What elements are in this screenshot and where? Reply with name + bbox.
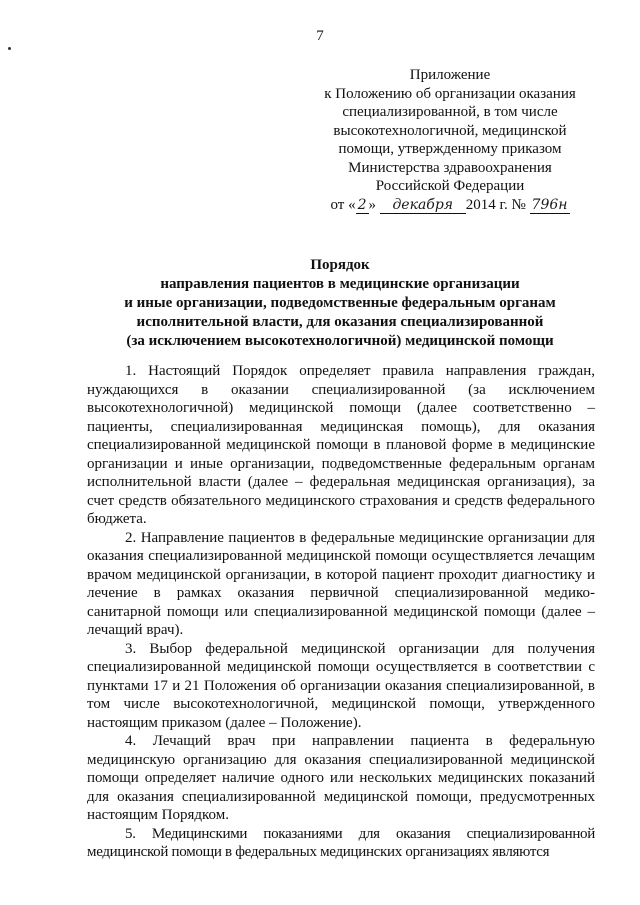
- title-line: (за исключением высокотехнологичной) медицинской помощи: [126, 333, 554, 349]
- document-body: [87, 362, 595, 862]
- paragraph-2: 2. Направление пациентов в федеральные медицинские организации для оказания специализированной медицинской помощи осуществляется лечащим врачом медицинской организации, в которой пациент проходит диагностику и лечение в рамках оказания первичной специализированной медико-санитарной помощи или специализированной медицинской помощи (далее – лечащий врач).: [87, 529, 595, 638]
- appendix-line: помощи, утвержденному приказом: [338, 141, 562, 157]
- order-mid: »: [368, 196, 377, 213]
- order-number-handwritten: 796н: [531, 196, 568, 213]
- appendix-line: к Положению об организации оказания: [324, 85, 576, 102]
- appendix-line: высокотехнологичной, медицинской: [333, 122, 567, 139]
- page-number: 7: [316, 28, 324, 44]
- paragraph-5: 5. Медицинскими показаниями для оказания специализированной медицинской помощи в федеральных медицинских организациях являются: [87, 825, 595, 860]
- appendix-line: Российской Федерации: [375, 178, 525, 194]
- title-line: направления пациентов в медицинские организации: [160, 276, 520, 292]
- order-day-handwritten: 2: [357, 196, 367, 213]
- paragraph-1: 1. Настоящий Порядок определяет правила направления граждан, нуждающихся в оказании специализированной (за исключением высокотехнологичной) медицинской помощи (далее соответственно – пациенты, специализированная медицинская помощь), для оказания специализированной медицинской помощи в плановой форме в медицинские организации и иные организации, подведомственные федеральным органам исполнительной власти (далее – федеральная медицинская организация), за счет средств обязательного медицинского страхования и средств федерального бюджета.: [87, 363, 595, 527]
- appendix-line: специализированной, в том числе: [342, 104, 558, 120]
- appendix-line: Приложение: [409, 67, 491, 83]
- paragraph-3: 3. Выбор федеральной медицинской организации для получения специализированной медицинской помощи осуществляется в соответствии с пунктами 17 и 21 Положения об организации оказания специализированной, в том числе высокотехнологичной, медицинской помощи, утвержденного настоящим приказом (далее – Положение).: [87, 640, 595, 731]
- order-month-handwritten: декабря: [380, 198, 466, 214]
- document-title: [80, 256, 600, 351]
- title-line: Порядок: [310, 257, 370, 273]
- scan-artifact: [8, 47, 11, 50]
- order-date-line: [300, 196, 600, 215]
- appendix-line: Министерства здравоохранения: [348, 159, 552, 176]
- title-line: исполнительной власти, для оказания специализированной: [136, 314, 544, 330]
- order-year: 2014 г. №: [465, 196, 526, 213]
- title-line: и иные организации, подведомственные федеральным органам: [124, 295, 556, 311]
- appendix-header: [300, 66, 600, 214]
- order-prefix: от «: [330, 196, 356, 213]
- paragraph-4: 4. Лечащий врач при направлении пациента в федеральную медицинскую организацию для оказания специализированной медицинской помощи определяет наличие одного или нескольких медицинских показаний для оказания специализированной медицинской помощи, предусмотренных настоящим Порядком.: [87, 733, 595, 823]
